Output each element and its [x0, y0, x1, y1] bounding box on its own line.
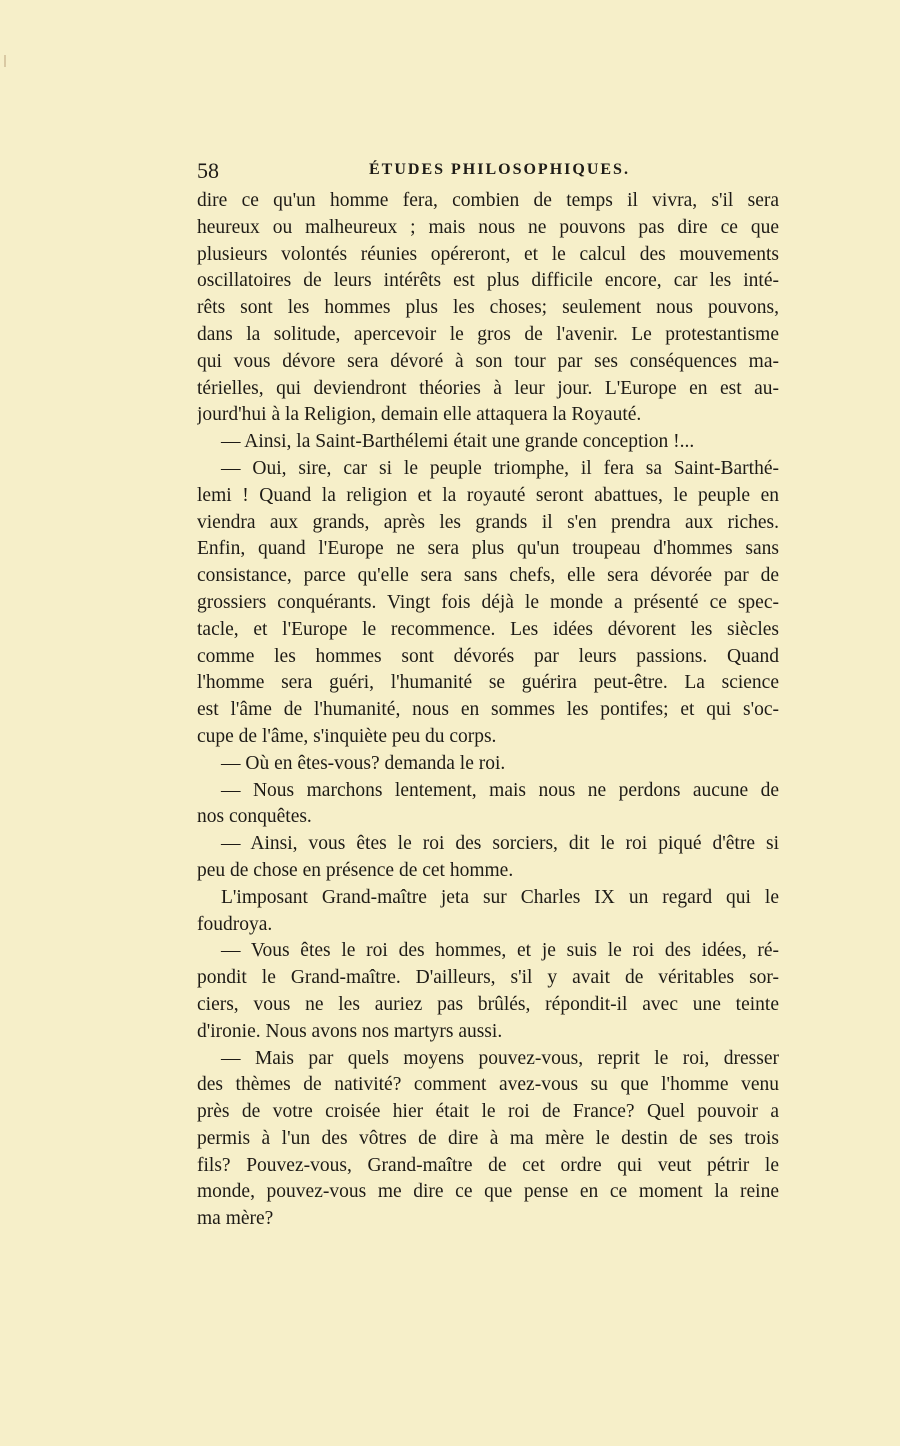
text-line: — Oui, sire, car si le peuple triomphe, il fera sa Saint-Barthé- — [221, 457, 779, 479]
text-line: plusieurs volontés réunies opéreront, et le calcul des mouvements — [197, 243, 779, 265]
page-number: 58 — [197, 158, 219, 183]
text-line: monde, pouvez-vous me dire ce que pense en ce moment la reine — [197, 1181, 779, 1203]
text-line: d'ironie. Nous avons nos martyrs aussi. — [197, 1020, 503, 1042]
text-line: térielles, qui deviendront théories à leur jour. L'Europe en est au- — [197, 377, 779, 399]
text-line: rêts sont les hommes plus les choses; seulement nous pouvons, — [197, 297, 779, 319]
text-line: est l'âme de l'humanité, nous en sommes les pontifes; et qui s'oc- — [197, 699, 779, 721]
text-line: dire ce qu'un homme fera, combien de temps il vivra, s'il sera — [197, 190, 779, 211]
text-line: nos conquêtes. — [197, 806, 312, 828]
text-line: — Où en êtes-vous? demanda le roi. — [221, 752, 506, 774]
text-line: grossiers conquérants. Vingt fois déjà le monde a présenté ce spec- — [197, 591, 779, 613]
text-line: des thèmes de nativité? comment avez-vous su que l'homme venu — [197, 1074, 779, 1096]
text-line: viendra aux grands, après les grands il s'en prendra aux riches. — [197, 511, 779, 533]
text-line: — Ainsi, vous êtes le roi des sorciers, dit le roi piqué d'être si — [221, 833, 779, 855]
text-line: permis à l'un des vôtres de dire à ma mère le destin de ses trois — [197, 1127, 779, 1149]
text-line: L'imposant Grand-maître jeta sur Charles IX un regard qui le — [221, 886, 779, 908]
text-line: heureux ou malheureux ; mais nous ne pouvons pas dire ce que — [197, 216, 779, 238]
text-line: consistance, parce qu'elle sera sans chefs, elle sera dévorée par de — [197, 565, 779, 587]
text-line: l'homme sera guéri, l'humanité se guérira peut-être. La science — [197, 672, 779, 694]
text-line: — Mais par quels moyens pouvez-vous, reprit le roi, dresser — [221, 1047, 779, 1069]
text-line: tacle, et l'Europe le recommence. Les idées dévorent les siècles — [197, 618, 779, 640]
text-line: foudroya. — [197, 913, 273, 935]
text-line: lemi ! Quand la religion et la royauté seront abattues, le peuple en — [197, 484, 779, 506]
text-line: — Nous marchons lentement, mais nous ne perdons aucune de — [221, 779, 779, 801]
text-line: ma mère? — [197, 1208, 274, 1230]
text-line: qui vous dévore sera dévoré à son tour par ses conséquences ma- — [197, 350, 779, 372]
text-line: pondit le Grand-maître. D'ailleurs, s'il y avait de véritables sor- — [197, 967, 779, 989]
body-text — [197, 188, 779, 1233]
text-line: près de votre croisée hier était le roi de France? Quel pouvoir a — [197, 1101, 779, 1123]
text-line: — Ainsi, la Saint-Barthélemi était une grande conception !... — [221, 431, 695, 453]
text-line: fils? Pouvez-vous, Grand-maître de cet ordre qui veut pétrir le — [197, 1154, 779, 1176]
text-line: dans la solitude, apercevoir le gros de l'avenir. Le protestantisme — [197, 323, 779, 345]
text-line: oscillatoires de leurs intérêts est plus difficile encore, car les inté- — [197, 270, 779, 292]
text-line: cupe de l'âme, s'inquiète peu du corps. — [197, 725, 497, 747]
text-line: peu de chose en présence de cet homme. — [197, 859, 514, 881]
running-head: ÉTUDES PHILOSOPHIQUES. — [369, 161, 630, 178]
text-line: Enfin, quand l'Europe ne sera plus qu'un troupeau d'hommes sans — [197, 538, 779, 560]
text-line: ciers, vous ne les auriez pas brûlés, répondit-il avec une teinte — [197, 993, 779, 1015]
text-line: comme les hommes sont dévorés par leurs passions. Quand — [197, 645, 779, 667]
text-line: — Vous êtes le roi des hommes, et je suis le roi des idées, ré- — [221, 940, 779, 962]
page-header — [197, 158, 779, 188]
text-line: jourd'hui à la Religion, demain elle attaquera la Royauté. — [197, 404, 642, 426]
margin-mark — [4, 55, 6, 67]
